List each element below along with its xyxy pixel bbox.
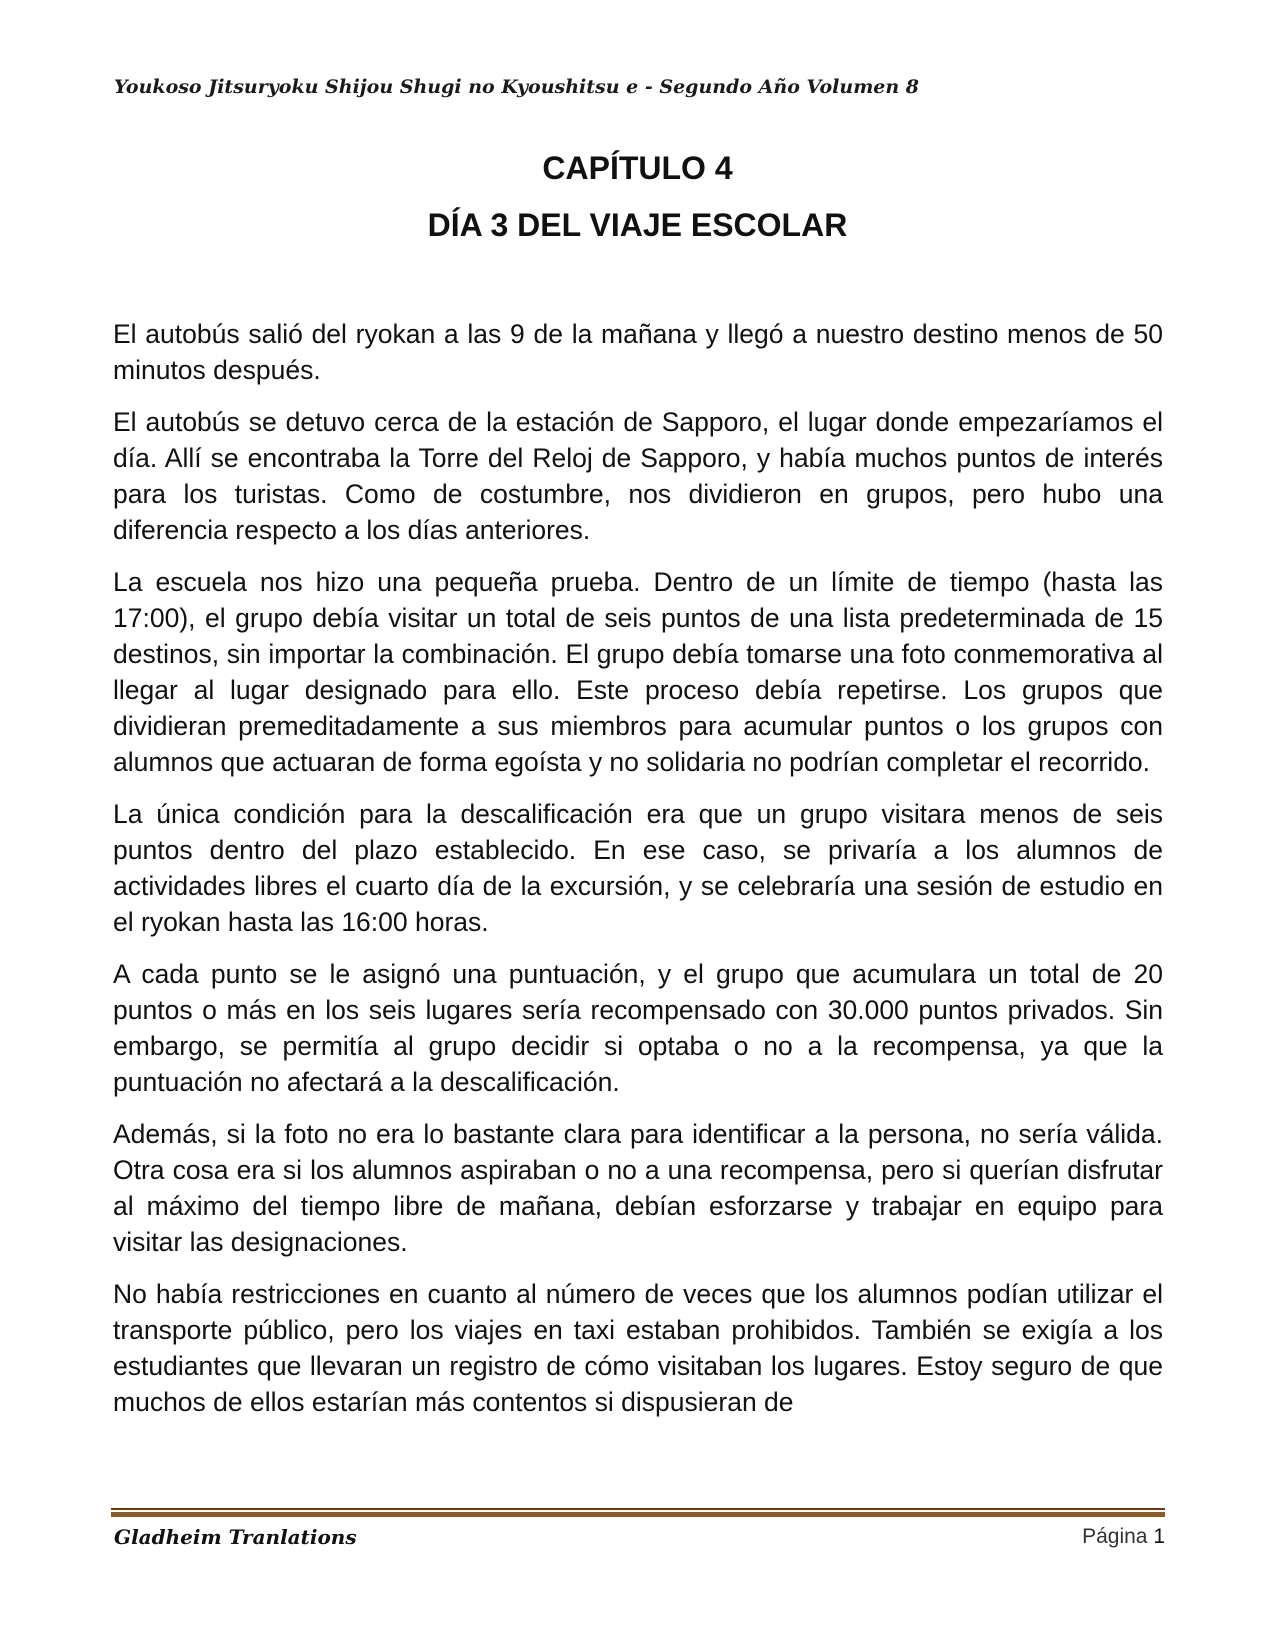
paragraph: No había restricciones en cuanto al número de veces que los alumnos podían utilizar el transporte público, pero los viajes en taxi estaban prohibidos. También se exigía a los estudiantes que llevaran un registro de cómo visitaban los lugares. Estoy seguro de que muchos de ellos estarían más contentos si dispusieran de	[113, 1279, 1163, 1417]
chapter-title: DÍA 3 DEL VIAJE ESCOLAR	[427, 207, 848, 243]
footer-credit: Gladheim Tranlations	[114, 1525, 357, 1549]
page-label: Página	[1082, 1525, 1148, 1548]
chapter-number: CAPÍTULO 4	[542, 150, 733, 186]
running-header: Youkoso Jitsuryoku Shijou Shugi no Kyoushitsu e - Segundo Año Volumen 8	[114, 76, 920, 98]
paragraph: Además, si la foto no era lo bastante clara para identificar a la persona, no sería válida. Otra cosa era si los alumnos aspiraban o no a una recompensa, pero si querían disfrutar al máximo del tiempo libre de mañana, debían esforzarse y trabajar en equipo para visitar las designaciones.	[113, 1119, 1163, 1257]
paragraph: La única condición para la descalificación era que un grupo visitara menos de seis puntos dentro del plazo establecido. En ese caso, se privaría a los alumnos de actividades libres el cuarto día de la excursión, y se celebraría una sesión de estudio en el ryokan hasta las 16:00 horas.	[113, 799, 1163, 937]
paragraph: La escuela nos hizo una pequeña prueba. Dentro de un límite de tiempo (hasta las 17:00), el grupo debía visitar un total de seis puntos de una lista predeterminada de 15 destinos, sin importar la combinación. El grupo debía tomarse una foto conmemorativa al llegar al lugar designado para ello. Este proceso debía repetirse. Los grupos que dividieran premeditadamente a sus miembros para acumular puntos o los grupos con alumnos que actuaran de forma egoísta y no solidaria no podrían completar el recorrido.	[113, 567, 1163, 777]
footer-divider-thin	[111, 1508, 1165, 1510]
page-number: 1	[1153, 1525, 1165, 1548]
paragraph: A cada punto se le asignó una puntuación, y el grupo que acumulara un total de 20 puntos o más en los seis lugares sería recompensado con 30.000 puntos privados. Sin embargo, se permitía al grupo decidir si optaba o no a la recompensa, ya que la puntuación no afectará a la descalificación.	[113, 959, 1163, 1097]
paragraph: El autobús se detuvo cerca de la estación de Sapporo, el lugar donde empezaríamos el día. Allí se encontraba la Torre del Reloj de Sapporo, y había muchos puntos de interés para los turistas. Como de costumbre, nos dividieron en grupos, pero hubo una diferencia respecto a los días anteriores.	[113, 407, 1163, 545]
footer-divider-thick	[111, 1512, 1165, 1517]
page-number-block	[1082, 1525, 1165, 1549]
paragraph: El autobús salió del ryokan a las 9 de la mañana y llegó a nuestro destino menos de 50 minutos después.	[113, 319, 1163, 385]
body-text	[113, 316, 1163, 1436]
footer-divider	[111, 1508, 1165, 1517]
